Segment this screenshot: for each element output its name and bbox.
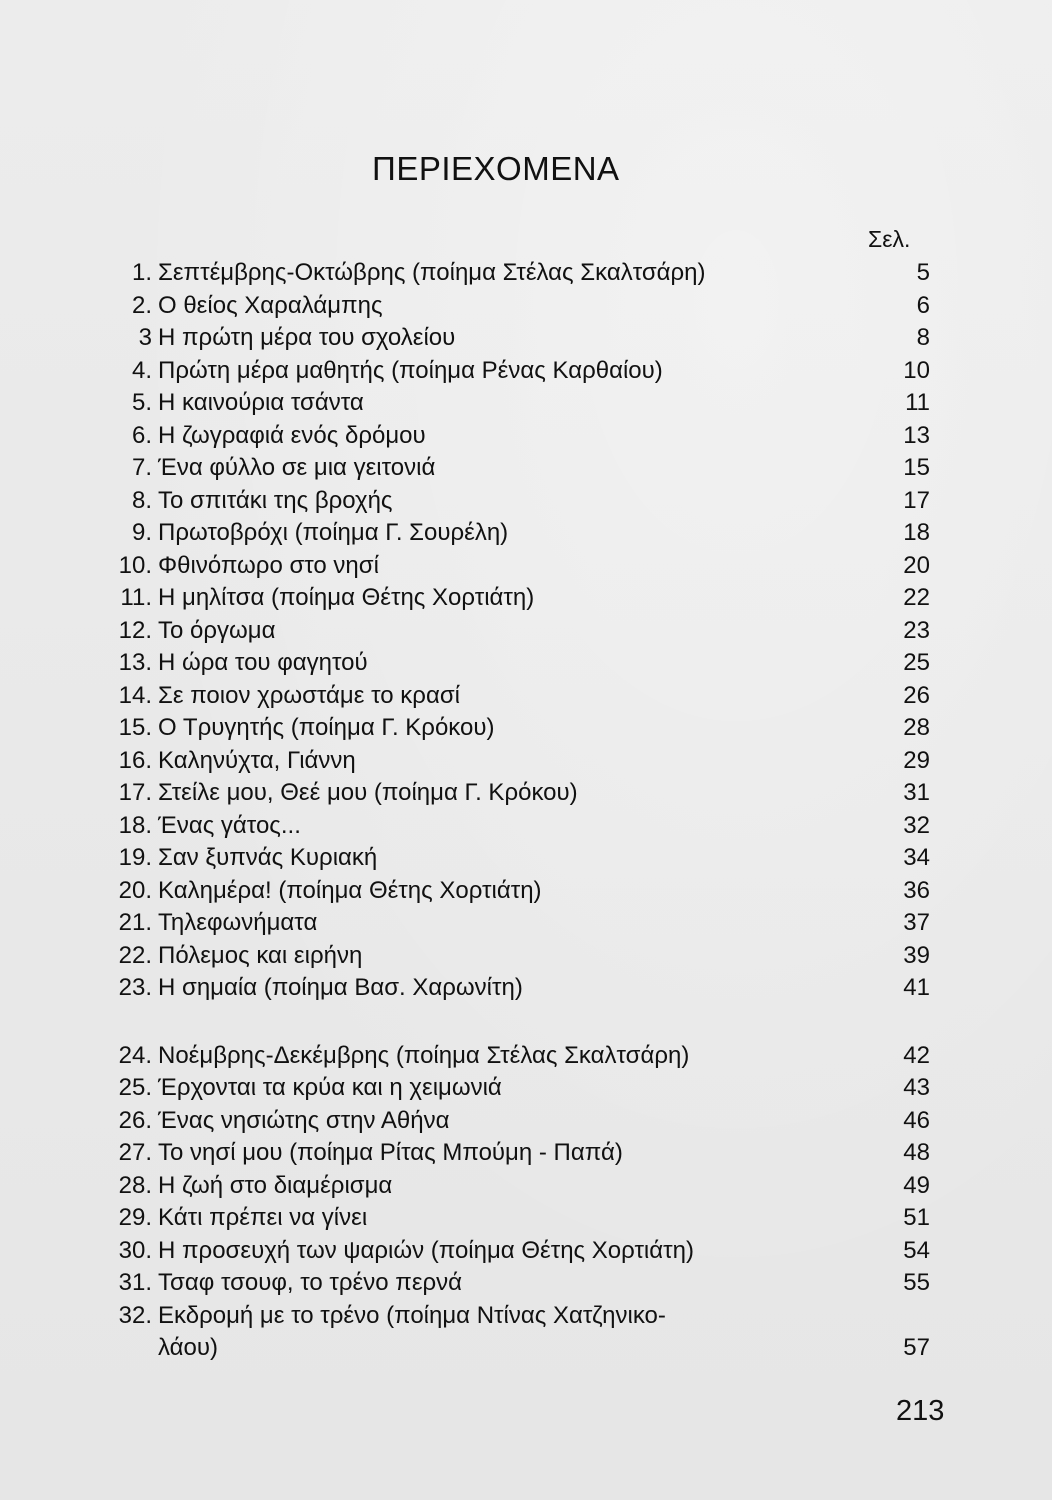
entry-title: Ο Τρυγητής (ποίημα Γ. Κρόκου) (158, 714, 495, 741)
entry-title: Καληνύχτα, Γιάννη (158, 746, 356, 774)
entry-title: Η προσευχή των ψαριών (ποίημα Θέτης Χορτιάτη) (158, 1236, 694, 1264)
entry-page: 22 (903, 584, 930, 611)
entry-number: 23. (118, 974, 152, 1001)
entry-page: 26 (903, 681, 930, 709)
entry-page: 8 (916, 324, 930, 351)
toc-entry (100, 777, 940, 810)
entry-number: 32. (118, 1301, 152, 1329)
toc-entry (100, 517, 940, 550)
page-title: ΠΕΡΙΕΧΟΜΕΝΑ (372, 150, 620, 187)
entry-page: 48 (903, 1139, 930, 1166)
entry-page: 25 (903, 649, 930, 676)
toc-entry (100, 972, 940, 1005)
entry-title: Φθινόπωρο στο νησί (158, 551, 379, 579)
entry-title: Σαν ξυπνάς Κυριακή (158, 844, 378, 871)
toc-entry (100, 322, 940, 355)
entry-page: 18 (903, 519, 930, 546)
entry-title: Ένα φύλλο σε μια γειτονιά (158, 454, 436, 481)
entry-number: 14. (118, 681, 152, 709)
toc-entry (100, 387, 940, 420)
entry-number: 13. (118, 649, 152, 676)
entry-number: 5. (131, 389, 152, 416)
toc-entry (100, 1170, 940, 1203)
entry-title: Ο θείος Χαραλάμπης (158, 291, 383, 319)
entry-page: 57 (903, 1334, 930, 1361)
toc-entry (100, 940, 940, 973)
entry-page: 5 (916, 259, 930, 286)
entry-number: 7. (131, 454, 152, 481)
entry-title: Καλημέρα! (ποίημα Θέτης Χορτιάτη) (158, 876, 542, 904)
entry-title: Η μηλίτσα (ποίημα Θέτης Χορτιάτη) (158, 584, 535, 611)
entry-title: Το σπιτάκι της βροχής (158, 486, 393, 514)
entry-title: Νοέμβρης-Δεκέμβρης (ποίημα Στέλας Σκαλτσάρη) (158, 1041, 690, 1069)
toc-entry (100, 615, 940, 648)
entry-number: 20. (118, 876, 152, 904)
entry-number: 4. (131, 356, 152, 384)
entry-title: Το όργωμα (158, 616, 276, 644)
entry-page: 28 (903, 714, 930, 741)
entry-page: 17 (903, 486, 930, 514)
entry-page: 37 (903, 909, 930, 936)
entry-number: 28. (118, 1171, 152, 1199)
entry-title: Η ώρα του φαγητού (158, 649, 368, 676)
entry-title: Το νησί μου (ποίημα Ρίτας Μπούμη - Παπά) (158, 1139, 623, 1166)
entry-number: 8. (131, 486, 152, 514)
toc-entry (100, 1235, 940, 1268)
entry-number: 11. (120, 584, 152, 611)
entry-page: 36 (903, 876, 930, 904)
entry-title: Η ζωγραφιά ενός δρόμου (158, 421, 426, 449)
entry-title: Πρωτοβρόχι (ποίημα Γ. Σουρέλη) (158, 519, 509, 546)
toc-entry (100, 647, 940, 680)
toc-entry (100, 1300, 940, 1365)
entry-title: Η καινούρια τσάντα (158, 389, 364, 416)
entry-page: 23 (903, 616, 930, 644)
entry-page: 51 (903, 1204, 930, 1231)
entry-title: Σε ποιον χρωστάμε το κρασί (158, 681, 460, 709)
entry-title: Ένας γάτος... (158, 811, 301, 839)
entry-title: Η σημαία (ποίημα Βασ. Χαρωνίτη) (158, 974, 523, 1001)
table-of-contents (100, 257, 940, 1365)
entry-title: Κάτι πρέπει να γίνει (158, 1204, 368, 1231)
toc-entry (100, 875, 940, 908)
entry-number: 30. (118, 1236, 152, 1264)
toc-entry (100, 1137, 940, 1170)
entry-title: Ένας νησιώτης στην Αθήνα (158, 1106, 450, 1134)
toc-entry (100, 745, 940, 778)
entry-page: 46 (903, 1106, 930, 1134)
entry-number: 16. (118, 746, 152, 774)
entry-title: Τηλεφωνήματα (158, 909, 318, 936)
entry-number: 10. (118, 551, 152, 579)
entry-number: 15. (118, 714, 152, 741)
entry-title: Στείλε μου, Θεέ μου (ποίημα Γ. Κρόκου) (158, 779, 578, 806)
entry-number: 2. (131, 291, 152, 319)
entry-page: 11 (905, 389, 930, 416)
toc-entry (100, 842, 940, 875)
entry-title: Η πρώτη μέρα του σχολείου (158, 324, 456, 351)
entry-number: 24. (118, 1041, 152, 1069)
entry-title: Σεπτέμβρης-Οκτώβρης (ποίημα Στέλας Σκαλτσάρη) (158, 259, 706, 286)
toc-entry (100, 680, 940, 713)
entry-page: 41 (903, 974, 930, 1001)
entry-number: 18. (118, 811, 152, 839)
entry-number: 31. (118, 1269, 152, 1296)
entry-page: 43 (903, 1074, 930, 1101)
entry-number: 17. (118, 779, 152, 806)
entry-number: 29. (118, 1204, 152, 1231)
entry-number: 26. (118, 1106, 152, 1134)
toc-entry (100, 355, 940, 388)
page-column-header: Σελ. (868, 226, 911, 252)
entry-number: 3 (138, 324, 152, 351)
entry-page: 54 (903, 1236, 930, 1264)
entry-number: 21. (118, 909, 152, 936)
entry-number: 12. (118, 616, 152, 644)
entry-page: 39 (903, 941, 930, 969)
toc-entry (100, 712, 940, 745)
entry-page: 32 (903, 811, 930, 839)
entry-title: Εκδρομή με το τρένο (ποίημα Ντίνας Χατζηνικο- λάου) (158, 1301, 666, 1361)
toc-entry (100, 1202, 940, 1235)
entry-page: 13 (903, 421, 930, 449)
toc-entry (100, 907, 940, 940)
toc-entry (100, 550, 940, 583)
toc-entry (100, 1040, 940, 1073)
entry-number: 25. (118, 1074, 152, 1101)
toc-entry (100, 1105, 940, 1138)
entry-number: 9. (131, 519, 152, 546)
toc-entry (100, 257, 940, 290)
toc-entry (100, 1072, 940, 1105)
entry-page: 10 (903, 356, 930, 384)
toc-entry (100, 290, 940, 323)
toc-entry (100, 1267, 940, 1300)
entry-title: Η ζωή στο διαμέρισμα (158, 1171, 393, 1199)
entry-page: 34 (903, 844, 930, 871)
entry-title: Τσαφ τσουφ, το τρένο περνά (158, 1269, 463, 1296)
entry-number: 22. (118, 941, 152, 969)
entry-page: 20 (903, 551, 930, 579)
entry-title: Πόλεμος και ειρήνη (158, 941, 363, 969)
toc-entry (100, 420, 940, 453)
entry-page: 6 (916, 291, 930, 319)
entry-number: 19. (118, 844, 152, 871)
toc-entry (100, 485, 940, 518)
entry-title: Έρχονται τα κρύα και η χειμωνιά (158, 1074, 502, 1101)
toc-entry (100, 582, 940, 615)
entry-page: 29 (903, 746, 930, 774)
entry-page: 31 (903, 779, 930, 806)
toc-entry (100, 810, 940, 843)
entry-page: 42 (903, 1041, 930, 1069)
entry-number: 6. (131, 421, 152, 449)
entry-title: Πρώτη μέρα μαθητής (ποίημα Ρένας Καρθαίου) (158, 356, 663, 384)
entry-page: 55 (903, 1269, 930, 1296)
toc-entry (100, 452, 940, 485)
entry-page: 49 (903, 1171, 930, 1199)
page-number: 213 (896, 1395, 945, 1427)
entry-number: 27. (118, 1139, 152, 1166)
entry-number: 1. (131, 259, 152, 286)
entry-page: 15 (903, 454, 930, 481)
